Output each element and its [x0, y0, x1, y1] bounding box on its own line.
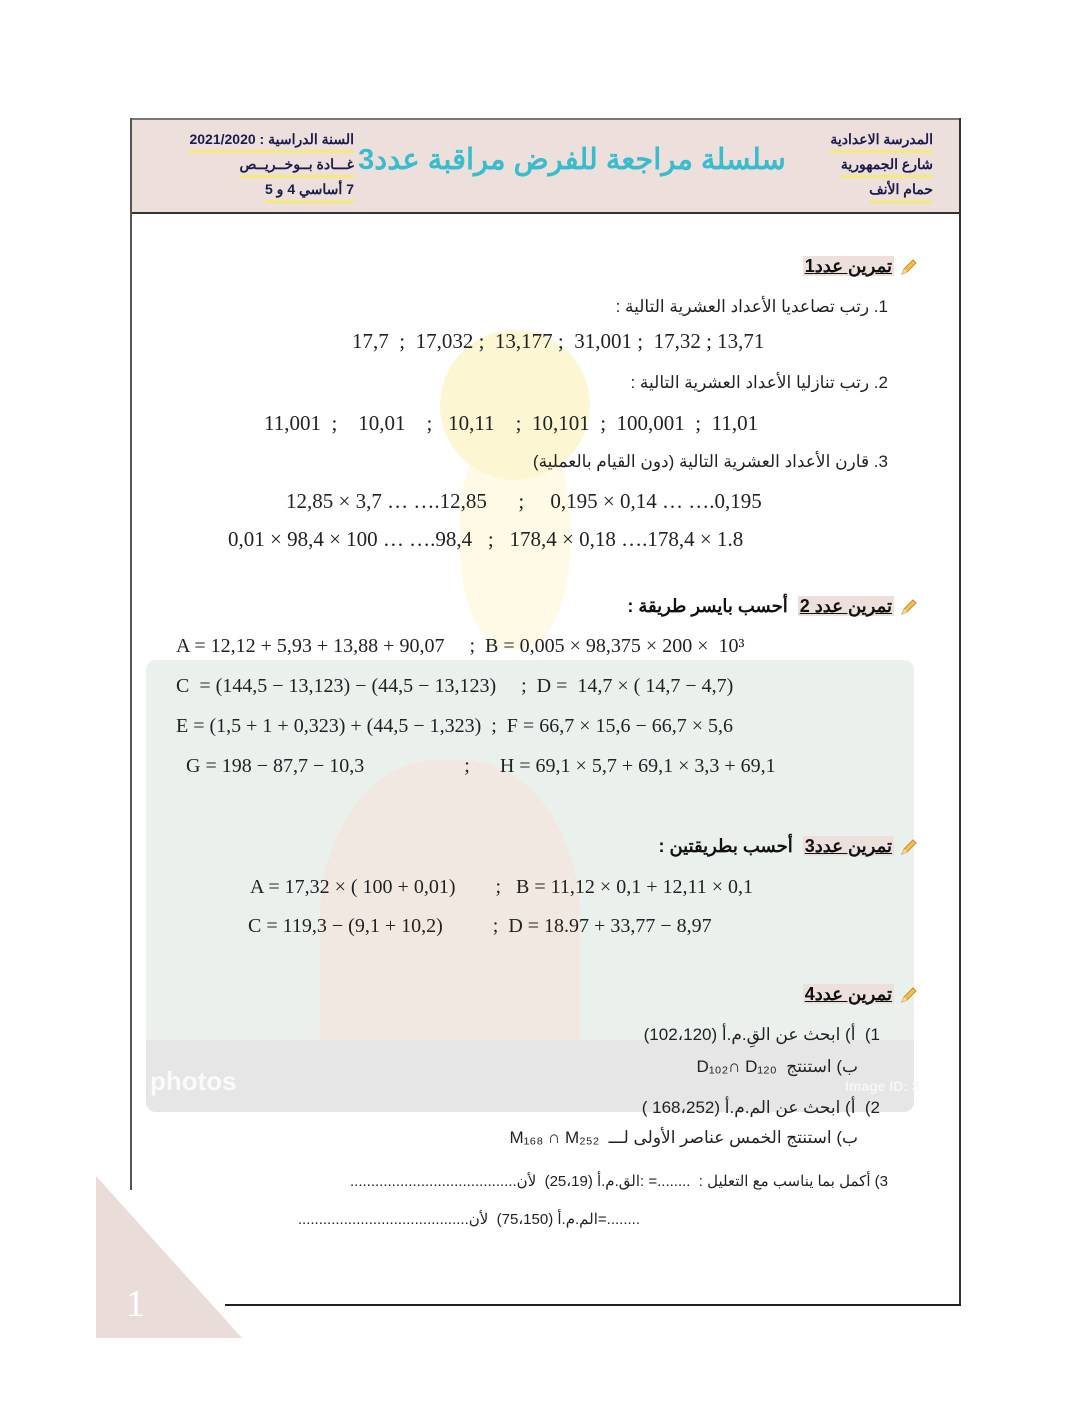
meta-line: غـــادة بــوخــريــص: [239, 153, 354, 178]
exercise2-line: C = (144,5 − 13,123) − (44,5 − 13,123) ; D = 14,7 × ( 14,7 − 4,7): [176, 675, 734, 697]
exercise3-heading: [658, 836, 918, 857]
page-title: سلسلة مراجعة للفرض مراقبة عدد3: [358, 144, 786, 176]
meta-info: [154, 128, 354, 203]
frame-right-border: [959, 118, 961, 1306]
pencil-icon: [900, 986, 918, 1004]
meta-line: السنة الدراسية : 2021/2020: [189, 128, 354, 153]
exercise4-line: ........=الم.م.أ (75،150) لأن.........................................: [297, 1211, 640, 1228]
exercise4-heading: [803, 984, 918, 1005]
exercise1-q3: 3. قارن الأعداد العشرية التالية (دون القيام بالعملية): [532, 452, 888, 471]
school-line: حمام الأنف: [869, 178, 933, 203]
school-info: [830, 128, 933, 203]
exercise1-q3-line1: 12,85 × 3,7 … ….12,85 ; 0,195 × 0,14 … ….0,195: [286, 489, 762, 513]
pencil-icon: [900, 598, 918, 616]
watermark-text: photos: [150, 1066, 237, 1096]
exercise4-title: تمرين عدد4: [804, 984, 892, 1004]
exercise2-line: G = 198 − 87,7 − 10,3 ; H = 69,1 × 5,7 + 69,1 × 3,3 + 69,1: [176, 755, 776, 777]
exercise4-line: ب) استنتج الخمس عناصر الأولى لـــ M₁₆₈ ∩ M₂₅₂: [509, 1128, 858, 1147]
school-line: المدرسة الاعدادية: [830, 128, 933, 153]
exercise3-instruction: أحسب بطريقتين :: [658, 836, 793, 856]
exercise4-line: 1) أ) ابحث عن القِ.م.أ (102،120): [643, 1025, 880, 1044]
pencil-icon: [900, 838, 918, 856]
exercise2-line: E = (1,5 + 1 + 0,323) + (44,5 − 1,323) ; F = 66,7 × 15,6 − 66,7 × 5,6: [176, 715, 734, 737]
exercise1-q3-line2: 0,01 × 98,4 × 100 … ….98,4 ; 178,4 × 0,18 ….178,4 × 1.8: [228, 527, 744, 551]
watermark-text: Image ID: 3: [845, 1078, 920, 1094]
page-number: 1: [126, 1283, 145, 1325]
exercise2-line: A = 12,12 + 5,93 + 13,88 + 90,07 ; B = 0,005 × 98,375 × 200 × 10³: [176, 635, 745, 657]
exercise1-heading: [803, 256, 918, 277]
frame-bottom-line: [225, 1304, 961, 1306]
header-box: [132, 120, 959, 214]
exercise2-title: تمرين عدد 2: [799, 596, 892, 616]
school-line: شارع الجمهورية: [841, 153, 933, 178]
exercise4-line: ب) استنتج D₁₀₂∩ D₁₂₀: [696, 1057, 858, 1076]
exercise1-title: تمرين عدد1: [804, 256, 892, 276]
exercise1-q2: 2. رتب تنازليا الأعداد العشرية التالية :: [630, 373, 888, 392]
exercise2-heading: [627, 596, 918, 617]
page-corner-triangle: [96, 1176, 242, 1338]
exercise3-line: C = 119,3 − (9,1 + 10,2) ; D = 18.97 + 33,77 − 8,97: [248, 915, 712, 937]
pencil-icon: [900, 258, 918, 276]
exercise4-line: 2) أ) ابحث عن الم.م.أ (168،252 ): [641, 1098, 880, 1117]
exercise3-line: A = 17,32 × ( 100 + 0,01) ; B = 11,12 × 0,1 + 12,11 × 0,1: [250, 876, 754, 898]
exercise1-q2-numbers: 11,001 ; 10,01 ; 10,11 ; 10,101 ; 100,001 ; 11,01: [264, 411, 759, 435]
exercise2-instruction: أحسب بايسر طريقة :: [627, 596, 788, 616]
exercise1-q1-numbers: 17,7 ; 17,032 ; 13,177 ; 31,001 ; 17,32 ; 13,71: [352, 329, 765, 353]
exercise4-line: 3) أكمل بما يناسب مع التعليل : ........= :الق.م.أ (25،19) لأن........................................: [349, 1173, 888, 1190]
exercise3-title: تمرين عدد3: [804, 836, 892, 856]
frame-left-border: [130, 118, 132, 1190]
meta-line: 7 أساسي 4 و 5: [265, 178, 354, 203]
exercise1-q1: 1. رتب تصاعديا الأعداد العشرية التالية :: [615, 297, 888, 316]
